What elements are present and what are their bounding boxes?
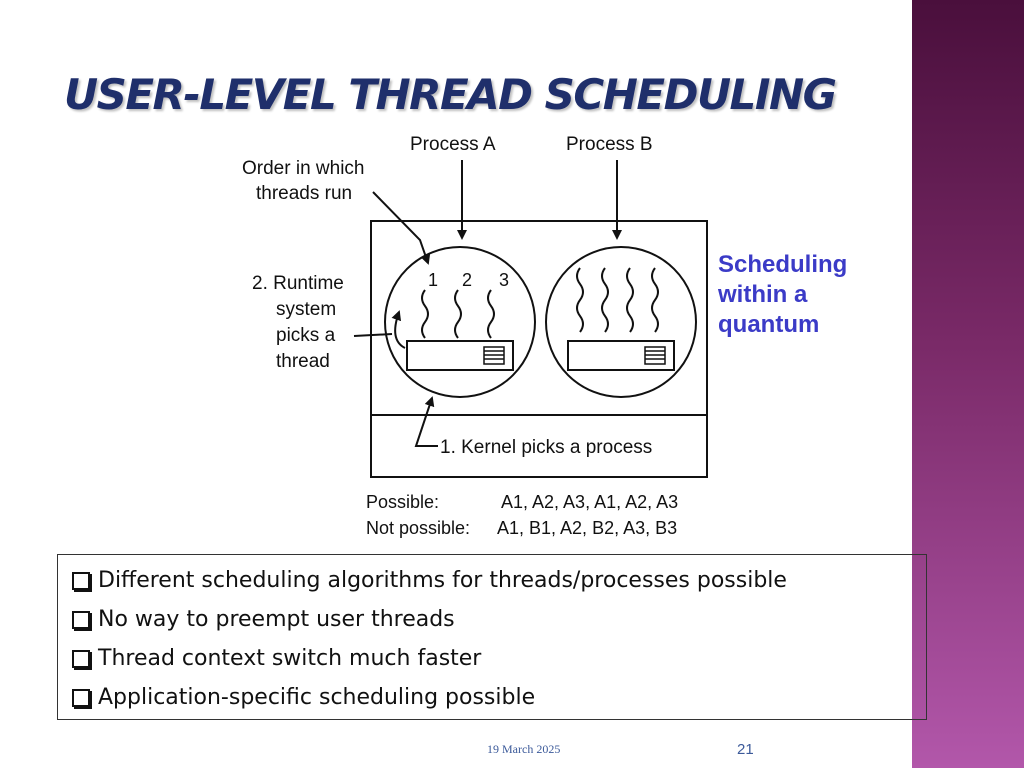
runtime-pick-arrow [395, 312, 405, 348]
not-possible-sequence: A1, B1, A2, B2, A3, B3 [497, 518, 678, 538]
bullet-item [72, 561, 926, 600]
order-label-line1: Order in which [242, 158, 365, 179]
process-a-circle [385, 247, 535, 397]
bullet-text: No way to preempt user threads [98, 607, 455, 632]
bullet-item [72, 600, 926, 639]
bullet-text: Different scheduling algorithms for threads/processes possible [98, 568, 787, 593]
checkbox-bullet-icon [72, 572, 90, 590]
bullet-item [72, 639, 926, 678]
runtime-label-line3: picks a [276, 325, 336, 346]
decorative-side-band [912, 0, 1024, 768]
bullet-item [72, 678, 926, 717]
order-arrow [373, 192, 428, 263]
runtime-label-line1: 2. Runtime [252, 273, 344, 294]
kernel-pick-arrow [416, 398, 438, 446]
possible-label: Possible: [366, 492, 440, 512]
process-a-threads [422, 290, 494, 338]
scheduling-note-line3: quantum [718, 311, 820, 338]
scheduling-note-line2: within a [718, 281, 808, 308]
bullet-text: Application-specific scheduling possible [98, 685, 536, 710]
checkbox-bullet-icon [72, 611, 90, 629]
checkbox-bullet-icon [72, 650, 90, 668]
scheduling-note [718, 250, 898, 340]
runtime-label-line2: system [276, 299, 337, 320]
thread-number-2: 2 [462, 270, 473, 290]
runtime-label-line4: thread [276, 351, 330, 372]
order-label-line2: threads run [256, 183, 353, 204]
checkbox-bullet-icon [72, 689, 90, 707]
bullet-text: Thread context switch much faster [98, 646, 482, 671]
kernel-label: 1. Kernel picks a process [440, 437, 653, 458]
slide-title: USER-LEVEL THREAD SCHEDULING [64, 70, 836, 119]
thread-number-3: 3 [499, 270, 510, 290]
bullet-list-box [57, 554, 927, 720]
scheduling-note-line1: Scheduling [718, 251, 848, 278]
process-b-label: Process B [566, 134, 653, 155]
process-a-label: Process A [410, 134, 496, 155]
not-possible-label: Not possible: [366, 518, 471, 538]
process-b-threads [577, 268, 658, 332]
thread-number-1: 1 [428, 270, 439, 290]
footer-date: 19 March 2025 [487, 742, 561, 756]
page-number: 21 [737, 741, 754, 758]
possible-sequence: A1, A2, A3, A1, A2, A3 [501, 492, 679, 512]
thread-scheduling-diagram [230, 125, 730, 545]
process-b-circle [546, 247, 696, 397]
